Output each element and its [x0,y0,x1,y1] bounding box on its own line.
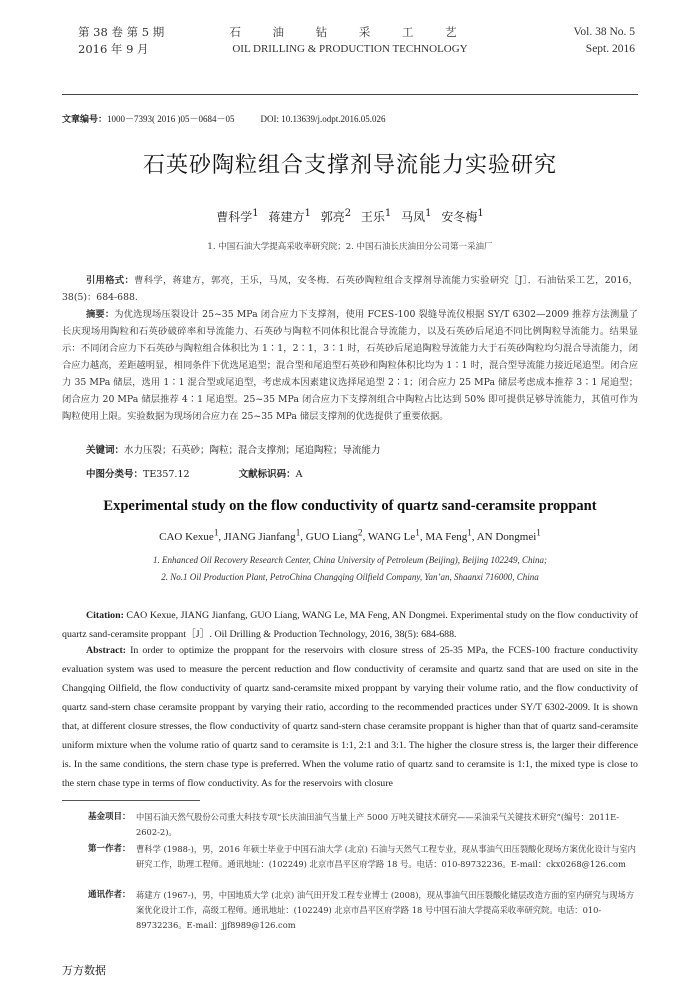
author-list-cn [0,208,700,225]
watermark-wanfang: 万方数据 [62,964,106,977]
citation-cn [62,272,638,306]
header-date-cn: 2016 年 9 月 [78,42,149,56]
classification-cn [86,466,302,480]
author-cn: 郭亮$^2$ [320,208,352,224]
paper-title-en: Experimental study on the flow conductivity of quartz sand-ceramsite proppant [103,498,597,514]
doc-code: A [295,469,303,480]
footnote-corresponding-author-label: 通讯作者： [88,890,131,900]
footnote-funding [62,810,638,840]
abstract-en-text: In order to optimize the proppant for the reservoirs with closure stress of 25-35 MPa, the FCES-100 fracture conductivity evaluation system was used to measure the percent reduction and flow conductivity of ceramsite and quartz sand that are used on site in the Changqing Oilfield, the flow conductivity of quartz sand-ceramsite mixed proppant by varying their volume ratio, and the flow conductivity of quartz sand-stern chase ceramsite proppant by varying their ratio, according to the recommended practices under SY/T 6302-2009. It is shown that, at different closure stresses, the flow conductivity of quartz sand-stern chase ceramsite proppant is higher than that of quartz sand-ceramsite uniform mixture when the volume ratio of quartz sand to ceramsite is 1:1, 2:1 and 3:1. The higher the closure stress is, the larger their difference is. In the same conditions, the stern chase type is preferred. When the volume ratio of quartz sand to ceramsite is 1:1, the mixed type is close to the stern chase type in terms of flow conductivity. As for the reservoirs with closure [62,645,638,789]
abstract-cn-label: 摘要： [86,309,115,320]
author-en: AN Dongmei$^1$ [476,527,541,543]
footnote-divider [62,800,200,801]
header-volume-issue-cn: 第 38 卷 第 5 期 [78,25,165,39]
abstract-en [62,641,638,793]
citation-en [62,606,638,644]
clc-label: 中图分类号： [86,469,144,480]
footnote-funding-label: 基金项目： [88,812,131,822]
article-doi: DOI: 10.13639/j.odpt.2016.05.026 [260,114,386,124]
article-number-label: 文章编号： [62,115,108,125]
affiliation-en-2: 2. No.1 Oil Production Plant, PetroChina Changqing Oilfield Company, Yan’an, Shaanxi 716000, China [161,572,539,582]
abstract-cn [62,306,638,425]
header-journal-en: OIL DRILLING & PRODUCTION TECHNOLOGY [232,43,468,55]
footnote-corresponding-author [62,888,638,933]
author-cn: 马凤$^1$ [401,208,432,224]
affiliations-cn: 1. 中国石油大学提高采收率研究院；2. 中国石油长庆油田分公司第一采油厂 [207,242,493,252]
header-volume-en [574,24,635,58]
author-cn: 王乐$^1$ [360,208,392,224]
affiliation-en-1: 1. Enhanced Oil Recovery Research Center, China University of Petroleum (Beijing), Beijing 102249, China; [153,555,547,565]
citation-cn-text: 曹科学，蒋建方，郭亮，王乐，马凤，安冬梅．石英砂陶粒组合支撑剂导流能力实验研究［J］．石油钻采工艺，2016，38(5)：684-688. [62,275,638,303]
footnote-first-author-text: 曹科学 (1988-)，男，2016 年硕士毕业于中国石油大学 (北京) 石油与天然气工程专业，现从事油气田压裂酸化现场方案优化设计与室内研究工作，助理工程师。通讯地址：(102249) 北京市昌平区府学路 18 号。电话：010-89732236。E-mail：ckx0268@126.com [136,844,636,869]
article-meta [62,112,386,125]
abstract-cn-text: 为优选现场压裂设计 25~35 MPa 闭合应力下支撑剂，使用 FCES-100 裂缝导流仪根据 SY/T 6302—2009 推荐方法测量了长庆现场用陶粒和石英砂破碎率和导流能力、石英砂与陶粒不同体积比混合导流能力，以及石英砂后尾追不同比例陶粒导流能力。结果显示：不同闭合应力下石英砂与陶粒组合体积比为 1∶1，2∶1，3∶1 时，石英砂后尾追陶粒导流能力大于石英砂陶粒均匀混合导流能力，闭合应力越高，差距越明显，相同条件下优选尾追型；混合型和尾追型石英砂和陶粒体积比均为 1∶1 时，混合型导流能力接近尾追型。闭合应力 35 MPa 储层，选用 1∶1 混合型或尾追型，考虑成本因素建议选择尾追型 2∶1；闭合应力 25 MPa 储层考虑成本推荐 3∶1 尾追型；闭合应力 20 MPa 储层推荐 4∶1 尾追型。25~35 MPa 闭合应力下支撑剂组合中陶粒占比达到 50% 即可提供足够导流能力，其值可作为陶粒使用上限。实验数据为现场闭合应力在 25~35 MPa 储层支撑剂的优选提供了重要依据。 [62,309,638,422]
citation-cn-label: 引用格式： [86,275,135,286]
author-en: CAO Kexue$^1$, [159,527,222,543]
header-divider [62,94,638,95]
author-cn: 安冬梅$^1$ [441,208,484,224]
author-en: GUO Liang$^2$, [305,527,366,543]
author-en: MA Feng$^1$, [425,527,475,543]
paper-title-cn: 石英砂陶粒组合支撑剂导流能力实验研究 [142,153,557,178]
header-volume-issue-en: Vol. 38 No. 5 [573,26,635,38]
author-cn: 蒋建方$^1$ [268,208,311,224]
citation-en-label: Citation: [86,610,124,621]
footnote-first-author [62,842,638,872]
header-journal-cn: 石 油 钻 采 工 艺 [229,25,471,39]
footnote-funding-text: 中国石油天然气股份公司重大科技专项“长庆油田油气当量上产 5000 万吨关键技术研究——采油采气关键技术研究”(编号：2011E-2602-2)。 [136,812,620,837]
doc-code-label: 文献标识码： [238,469,296,480]
author-en: WANG Le$^1$, [367,527,423,543]
keywords-cn-text: 水力压裂；石英砂；陶粒；混合支撑剂；尾追陶粒；导流能力 [124,445,381,456]
abstract-en-label: Abstract: [86,645,127,656]
article-number: 1000－7393( 2016 )05－0684－05 [107,114,235,124]
author-list-en [0,527,700,543]
author-en: JIANG Jianfang$^1$, [223,527,304,543]
keywords-cn-label: 关键词： [86,445,125,456]
author-cn: 曹科学$^1$ [216,208,259,224]
citation-en-text: CAO Kexue, JIANG Jianfang, GUO Liang, WANG Le, MA Feng, AN Dongmei. Experimental study on the flow conductivity of quartz sand-ceramsite proppant［J］. Oil Drilling & Production Technology, 2016, 38(5): 684-688. [62,610,638,640]
footnote-first-author-label: 第一作者： [88,844,131,854]
footnote-corresponding-author-text: 蒋建方 (1967-)，男，中国地质大学 (北京) 油气田开发工程专业博士 (2008)，现从事油气田压裂酸化储层改造方面的室内研究与现场方案优化设计工作，高级工程师。通讯地址：(102249) 北京市昌平区府学路 18 号中国石油大学提高采收率研究院。电话：010-89732236。E-mail：jjf8989@126.com [136,890,635,930]
clc-number: TE357.12 [143,469,190,480]
header-date-en: Sept. 2016 [585,43,635,55]
keywords-cn [86,442,381,456]
